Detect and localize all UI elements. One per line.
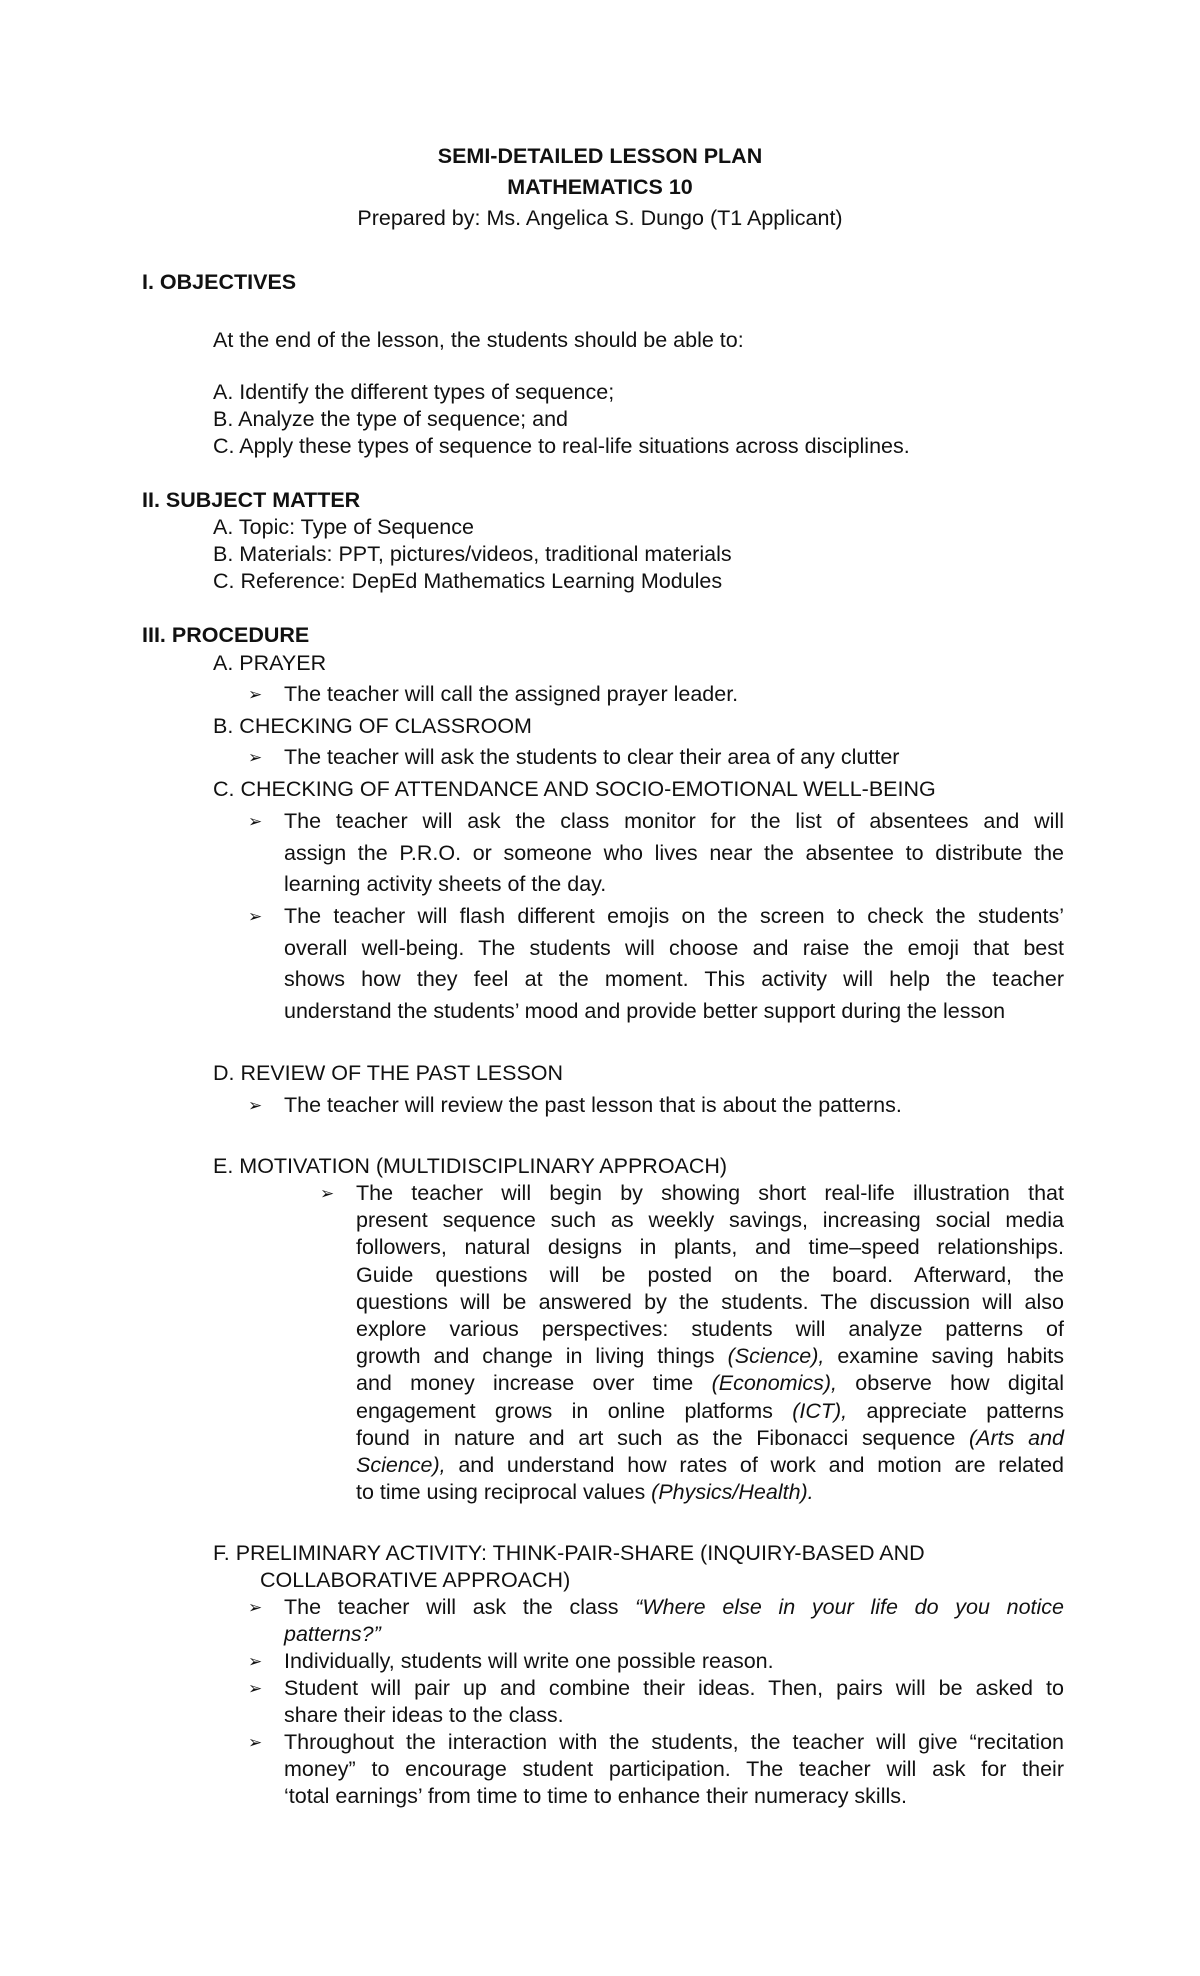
discipline-label: (Economics), xyxy=(711,1371,838,1396)
procedure-f-item-4 xyxy=(284,1729,1064,1811)
subject-matter-item: A. Topic: Type of Sequence xyxy=(213,515,474,539)
text-line: learning activity sheets of the day. xyxy=(284,872,607,897)
text-run: appreciate patterns xyxy=(847,1398,1064,1423)
arrow-bullet-icon: ➢ xyxy=(248,1652,263,1671)
text-line: The teacher will begin by showing short real-life illustration that xyxy=(356,1181,1064,1205)
text-line xyxy=(356,1398,1064,1425)
text-run: examine saving habits xyxy=(824,1344,1064,1369)
procedure-f-item-2: Individually, students will write one possible reason. xyxy=(284,1649,774,1673)
text-run: found in nature and art such as the Fibonacci sequence xyxy=(356,1425,970,1450)
arrow-bullet-icon: ➢ xyxy=(320,1184,335,1203)
procedure-d-item: The teacher will review the past lesson that is about the patterns. xyxy=(284,1093,902,1117)
arrow-bullet-icon: ➢ xyxy=(248,812,263,831)
text-line xyxy=(356,1370,1064,1397)
objective-item: A. Identify the different types of sequence; xyxy=(213,380,615,404)
objective-item: B. Analyze the type of sequence; and xyxy=(213,407,569,431)
procedure-a-title: A. PRAYER xyxy=(213,651,327,675)
objectives-heading: I. OBJECTIVES xyxy=(142,270,297,294)
text-run: and money increase over time xyxy=(356,1371,712,1396)
prepared-by: Prepared by: Ms. Angelica S. Dungo (T1 Applicant) xyxy=(357,206,843,230)
arrow-bullet-icon: ➢ xyxy=(248,1733,263,1752)
arrow-bullet-icon: ➢ xyxy=(248,1679,263,1698)
text-line: present sequence such as weekly savings, increasing social media xyxy=(356,1208,1064,1233)
procedure-a-item: The teacher will call the assigned prayer leader. xyxy=(284,682,739,706)
procedure-c-title: C. CHECKING OF ATTENDANCE AND SOCIO-EMOTIONAL WELL-BEING xyxy=(213,777,936,801)
text-line: The teacher will ask the class monitor for the list of absentees and will xyxy=(284,809,1064,833)
text-line xyxy=(356,1452,1064,1479)
text-run: engagement grows in online platforms xyxy=(356,1398,793,1423)
text-run: The teacher will ask the class xyxy=(284,1595,636,1619)
procedure-f-item-3 xyxy=(284,1675,1064,1729)
question-text: patterns?” xyxy=(284,1622,381,1647)
text-line: explore various perspectives: students will analyze patterns of xyxy=(356,1317,1064,1342)
text-line: overall well-being. The students will choose and raise the emoji that best xyxy=(284,935,1064,960)
arrow-bullet-icon: ➢ xyxy=(248,748,263,767)
text-line xyxy=(284,1594,1064,1621)
text-line xyxy=(284,1621,1064,1648)
text-line: Throughout the interaction with the students, the teacher will give “recitation xyxy=(284,1730,1064,1754)
text-run: to time using reciprocal values xyxy=(356,1480,652,1505)
discipline-label: Science), xyxy=(356,1453,446,1478)
procedure-f-item-1 xyxy=(284,1594,1064,1648)
procedure-e-title: E. MOTIVATION (MULTIDISCIPLINARY APPROACH) xyxy=(213,1154,728,1178)
text-line: Student will pair up and combine their ideas. Then, pairs will be asked to xyxy=(284,1676,1064,1700)
procedure-heading: III. PROCEDURE xyxy=(142,623,310,647)
objectives-intro: At the end of the lesson, the students should be able to: xyxy=(213,328,744,352)
text-line: Guide questions will be posted on the board. Afterward, the xyxy=(356,1262,1064,1287)
text-line xyxy=(356,1425,1064,1452)
text-line: money” to encourage student participation. The teacher will ask for their xyxy=(284,1757,1064,1782)
text-line: assign the P.R.O. or someone who lives near the absentee to distribute the xyxy=(284,840,1064,865)
text-line xyxy=(356,1479,1064,1506)
discipline-label: (Physics/Health). xyxy=(651,1480,814,1505)
text-run: and understand how rates of work and motion are related xyxy=(445,1453,1064,1478)
text-line: followers, natural designs in plants, and time–speed relationships. xyxy=(356,1235,1064,1260)
subject-matter-item: C. Reference: DepEd Mathematics Learning Modules xyxy=(213,569,723,593)
text-line xyxy=(356,1343,1064,1370)
text-line: understand the students’ mood and provide better support during the lesson xyxy=(284,998,1006,1023)
arrow-bullet-icon: ➢ xyxy=(248,685,263,704)
subject-matter-heading: II. SUBJECT MATTER xyxy=(142,488,361,512)
discipline-label: (Arts and xyxy=(969,1425,1064,1450)
document-title: SEMI-DETAILED LESSON PLAN xyxy=(437,144,763,168)
text-line: questions will be answered by the students. The discussion will also xyxy=(356,1289,1064,1314)
text-run: growth and change in living things xyxy=(356,1344,728,1369)
text-line: The teacher will flash different emojis on the screen to check the students’ xyxy=(284,904,1064,928)
text-line: share their ideas to the class. xyxy=(284,1703,564,1728)
procedure-f-title-cont: COLLABORATIVE APPROACH) xyxy=(260,1568,571,1592)
document-subject: MATHEMATICS 10 xyxy=(507,175,693,199)
arrow-bullet-icon: ➢ xyxy=(248,907,263,926)
arrow-bullet-icon: ➢ xyxy=(248,1598,263,1617)
procedure-c-item-2 xyxy=(284,901,1064,1027)
procedure-e-paragraph xyxy=(356,1180,1064,1506)
discipline-label: (ICT), xyxy=(792,1398,848,1423)
arrow-bullet-icon: ➢ xyxy=(248,1096,263,1115)
procedure-b-item: The teacher will ask the students to clear their area of any clutter xyxy=(284,745,900,769)
subject-matter-item: B. Materials: PPT, pictures/videos, traditional materials xyxy=(213,542,732,566)
procedure-b-title: B. CHECKING OF CLASSROOM xyxy=(213,714,532,738)
procedure-c-item-1 xyxy=(284,806,1064,901)
text-line: shows how they feel at the moment. This activity will help the teacher xyxy=(284,967,1064,992)
procedure-d-title: D. REVIEW OF THE PAST LESSON xyxy=(213,1061,564,1085)
procedure-f-title: F. PRELIMINARY ACTIVITY: THINK-PAIR-SHARE (INQUIRY-BASED AND xyxy=(213,1541,925,1565)
question-text: “Where else in your life do you notice xyxy=(635,1595,1064,1619)
text-line: ‘total earnings’ from time to time to enhance their numeracy skills. xyxy=(284,1784,907,1809)
discipline-label: (Science), xyxy=(727,1344,825,1369)
text-run: observe how digital xyxy=(837,1371,1064,1396)
objective-item: C. Apply these types of sequence to real-life situations across disciplines. xyxy=(213,434,910,458)
